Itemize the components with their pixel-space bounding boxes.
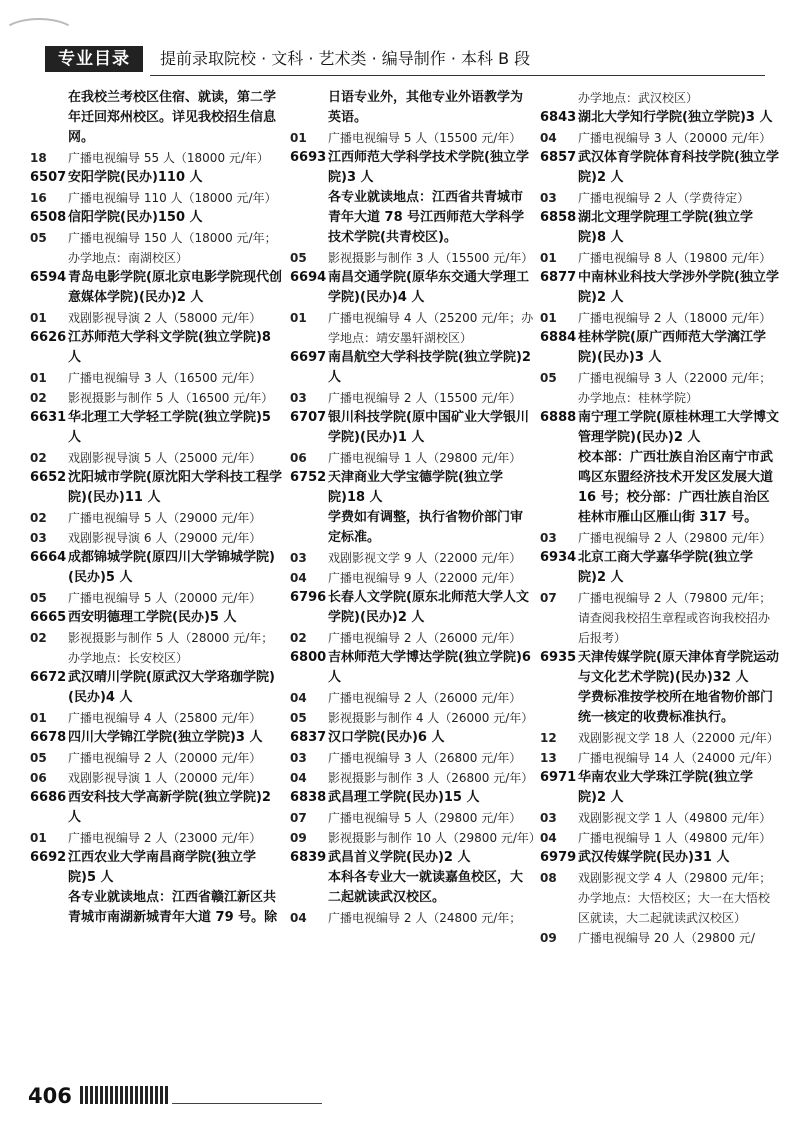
school-code: 6672 xyxy=(30,670,67,685)
school-name: 安阳学院(民办)110 人 xyxy=(68,170,203,185)
major-details: 广播电视编导 14 人（24000 元/年） xyxy=(578,751,779,765)
major-details: 戏剧影视文学 1 人（49800 元/年） xyxy=(578,811,772,825)
page-header xyxy=(0,40,800,80)
major-code: 08 xyxy=(540,871,557,885)
major-details: 广播电视编导 3 人（20000 元/年） xyxy=(578,131,772,145)
major-code: 03 xyxy=(30,531,47,545)
major-entry xyxy=(30,828,282,848)
school-name: 长春人文学院(原东北师范大学人文学院)(民办)2 人 xyxy=(328,590,529,625)
school-entry xyxy=(540,848,780,868)
school-name: 沈阳城市学院(原沈阳大学科技工程学院)(民办)11 人 xyxy=(68,470,282,505)
column-3 xyxy=(540,88,780,1048)
school-code: 6507 xyxy=(30,170,67,185)
major-details: 广播电视编导 8 人（19800 元/年） xyxy=(578,251,772,265)
school-note: 校本部：广西壮族自治区南宁市武鸣区东盟经济技术开发区发展大道 16 号；校分部：广西壮族自治区桂林市雁山区雁山街 317 号。 xyxy=(578,450,774,525)
school-note: 在我校兰考校区住宿、就读，第二学年迁回郑州校区。详见我校招生信息网。 xyxy=(68,90,277,145)
school-entry xyxy=(540,148,780,188)
school-entry xyxy=(290,648,535,688)
major-entry xyxy=(540,588,780,648)
school-name: 武汉晴川学院(原武汉大学珞珈学院)(民办)4 人 xyxy=(68,670,275,705)
major-details: 广播电视编导 5 人（29000 元/年） xyxy=(68,511,262,525)
major-code: 05 xyxy=(30,591,47,605)
school-code: 6935 xyxy=(540,650,577,665)
major-details: 广播电视编导 55 人（18000 元/年） xyxy=(68,151,269,165)
major-entry xyxy=(290,748,535,768)
school-code: 6838 xyxy=(290,790,327,805)
major-entry xyxy=(30,628,282,668)
major-details: 广播电视编导 2 人（79800 元/年；请查阅我校招生章程或咨询我校招办后报考） xyxy=(578,591,772,645)
major-details: 戏剧影视文学 18 人（22000 元/年） xyxy=(578,731,779,745)
major-entry xyxy=(290,768,535,788)
major-code: 12 xyxy=(540,731,557,745)
major-code xyxy=(540,88,578,108)
school-note: 学费标准按学校所在地省物价部门统一核定的收费标准执行。 xyxy=(578,690,774,725)
major-entry xyxy=(30,388,282,408)
major-code: 05 xyxy=(30,231,47,245)
major-code: 05 xyxy=(290,251,307,265)
school-name: 华北理工大学轻工学院(独立学院)5 人 xyxy=(68,410,271,445)
school-entry xyxy=(290,268,535,308)
school-name: 成都锦城学院(原四川大学锦城学院)(民办)5 人 xyxy=(68,550,275,585)
major-details: 影视摄影与制作 10 人（29800 元/年） xyxy=(328,831,541,845)
school-code: 6686 xyxy=(30,790,67,805)
major-entry xyxy=(30,748,282,768)
major-details: 影视摄影与制作 3 人（26800 元/年） xyxy=(328,771,534,785)
school-name: 江西农业大学南昌商学院(独立学院)5 人 xyxy=(68,850,256,885)
major-details: 广播电视编导 3 人（16500 元/年） xyxy=(68,371,262,385)
major-code: 13 xyxy=(540,751,557,765)
major-code: 01 xyxy=(290,311,307,325)
major-details: 戏剧影视文学 9 人（22000 元/年） xyxy=(328,551,522,565)
major-details: 广播电视编导 1 人（49800 元/年） xyxy=(578,831,772,845)
major-entry xyxy=(290,448,535,468)
major-code: 07 xyxy=(290,811,307,825)
school-entry xyxy=(30,268,282,308)
school-code: 6888 xyxy=(540,410,577,425)
page-number: 406 xyxy=(28,1084,72,1108)
major-entry xyxy=(290,908,535,928)
major-entry xyxy=(30,588,282,608)
major-entry xyxy=(290,808,535,828)
major-entry xyxy=(30,148,282,168)
school-name: 南昌交通学院(原华东交通大学理工学院)(民办)4 人 xyxy=(328,270,529,305)
running-title: 提前录取院校 · 文科 · 艺术类 · 编导制作 · 本科 B 段 xyxy=(160,49,531,68)
major-details: 广播电视编导 150 人（18000 元/年；办学地点：南湖校区） xyxy=(68,231,277,265)
major-code: 01 xyxy=(30,311,47,325)
major-code: 05 xyxy=(30,751,47,765)
school-code: 6678 xyxy=(30,730,67,745)
major-code: 03 xyxy=(540,531,557,545)
major-code: 01 xyxy=(30,371,47,385)
school-entry xyxy=(540,768,780,808)
school-entry xyxy=(30,468,282,508)
major-code: 04 xyxy=(290,691,307,705)
school-entry xyxy=(540,268,780,308)
major-entry xyxy=(30,368,282,388)
major-entry xyxy=(30,448,282,468)
school-entry xyxy=(30,668,282,708)
major-details: 影视摄影与制作 4 人（26000 元/年） xyxy=(328,711,534,725)
school-code: 6707 xyxy=(290,410,327,425)
school-entry xyxy=(30,608,282,628)
major-code: 05 xyxy=(290,711,307,725)
major-entry xyxy=(540,368,780,408)
school-entry xyxy=(540,648,780,688)
major-code: 09 xyxy=(540,931,557,945)
school-name: 四川大学锦江学院(独立学院)3 人 xyxy=(68,730,263,745)
major-code: 04 xyxy=(290,911,307,925)
major-entry xyxy=(30,708,282,728)
major-code: 01 xyxy=(290,131,307,145)
school-code: 6839 xyxy=(290,850,327,865)
major-code: 01 xyxy=(540,311,557,325)
school-entry xyxy=(290,148,535,188)
major-details: 广播电视编导 5 人（29800 元/年） xyxy=(328,811,522,825)
major-details: 影视摄影与制作 5 人（28000 元/年；办学地点：长安校区） xyxy=(68,631,274,665)
major-entry xyxy=(290,568,535,588)
school-entry xyxy=(30,788,282,828)
school-code: 6979 xyxy=(540,850,577,865)
school-name: 华南农业大学珠江学院(独立学院)2 人 xyxy=(578,770,753,805)
major-code: 03 xyxy=(290,751,307,765)
school-name: 桂林学院(原广西师范大学漓江学院)(民办)3 人 xyxy=(578,330,766,365)
major-entry xyxy=(290,828,541,848)
major-code: 04 xyxy=(540,831,557,845)
school-code: 6693 xyxy=(290,150,327,165)
major-entry xyxy=(290,688,535,708)
major-code: 01 xyxy=(30,711,47,725)
school-name: 南宁理工学院(原桂林理工大学博文管理学院)(民办)2 人 xyxy=(578,410,779,445)
major-entry xyxy=(540,828,780,848)
major-code: 02 xyxy=(30,511,47,525)
major-entry xyxy=(290,388,535,408)
major-entry xyxy=(30,508,282,528)
school-entry xyxy=(290,728,535,748)
major-details: 广播电视编导 110 人（18000 元/年） xyxy=(68,191,277,205)
school-code: 6508 xyxy=(30,210,67,225)
major-details: 戏剧影视导演 1 人（20000 元/年） xyxy=(68,771,262,785)
major-details: 影视摄影与制作 5 人（16500 元/年） xyxy=(68,391,274,405)
school-name: 湖北文理学院理工学院(独立学院)8 人 xyxy=(578,210,753,245)
major-entry xyxy=(30,308,282,328)
major-details: 广播电视编导 3 人（22000 元/年；办学地点：桂林学院） xyxy=(578,371,772,405)
school-code: 6626 xyxy=(30,330,67,345)
major-code: 01 xyxy=(540,251,557,265)
major-entry xyxy=(540,308,780,328)
major-code: 01 xyxy=(30,831,47,845)
school-name: 武汉体育学院体育科技学院(独立学院)2 人 xyxy=(578,150,779,185)
school-name: 西安明德理工学院(民办)5 人 xyxy=(68,610,237,625)
school-code: 6800 xyxy=(290,650,327,665)
major-entry xyxy=(540,748,780,768)
school-code: 6692 xyxy=(30,850,67,865)
school-entry xyxy=(30,328,282,368)
major-details: 办学地点：武汉校区） xyxy=(578,91,699,105)
major-details: 广播电视编导 5 人（20000 元/年） xyxy=(68,591,262,605)
school-note: 本科各专业大一就读嘉鱼校区，大二起就读武汉校区。 xyxy=(328,870,524,905)
major-details: 广播电视编导 4 人（25200 元/年；办学地点：靖安墨轩湖校区） xyxy=(328,311,534,345)
major-entry xyxy=(290,128,535,148)
school-code: 6665 xyxy=(30,610,67,625)
school-note: 各专业就读地点：江西省赣江新区共青城市南湖新城青年大道 79 号。除 xyxy=(68,890,278,925)
school-name: 中南林业科技大学涉外学院(独立学院)2 人 xyxy=(578,270,779,305)
major-code: 02 xyxy=(290,631,307,645)
school-entry xyxy=(290,468,535,508)
major-code: 05 xyxy=(540,371,557,385)
major-code: 18 xyxy=(30,151,47,165)
school-note: 各专业就读地点：江西省共青城市青年大道 78 号江西师范大学科学技术学院(共青校区)。 xyxy=(328,190,525,245)
major-details: 广播电视编导 3 人（26800 元/年） xyxy=(328,751,522,765)
major-code: 16 xyxy=(30,191,47,205)
major-details: 广播电视编导 20 人（29800 元/ xyxy=(578,931,755,945)
school-entry xyxy=(30,168,282,188)
major-details: 广播电视编导 2 人（24800 元/年； xyxy=(328,911,522,925)
major-details: 广播电视编导 2 人（26000 元/年） xyxy=(328,691,522,705)
major-entry xyxy=(30,528,282,548)
school-code: 6664 xyxy=(30,550,67,565)
major-entry xyxy=(290,628,535,648)
school-code: 6594 xyxy=(30,270,67,285)
section-tag: 专业目录 xyxy=(45,46,143,72)
school-name: 天津传媒学院(原天津体育学院运动与文化艺术学院)(民办)32 人 xyxy=(578,650,779,685)
school-name: 天津商业大学宝德学院(独立学院)18 人 xyxy=(328,470,503,505)
major-details: 广播电视编导 2 人（学费待定） xyxy=(578,191,750,205)
major-details: 广播电视编导 5 人（15500 元/年） xyxy=(328,131,522,145)
school-code: 6877 xyxy=(540,270,577,285)
footer-rule xyxy=(172,1103,322,1104)
school-entry xyxy=(290,788,535,808)
major-code: 06 xyxy=(290,451,307,465)
school-entry xyxy=(540,208,780,248)
school-name: 武汉传媒学院(民办)31 人 xyxy=(578,850,730,865)
major-details: 广播电视编导 4 人（25800 元/年） xyxy=(68,711,262,725)
school-entry xyxy=(290,408,535,448)
school-name: 湖北大学知行学院(独立学院)3 人 xyxy=(578,110,773,125)
major-entry xyxy=(290,548,535,568)
school-code: 6857 xyxy=(540,150,577,165)
school-code: 6971 xyxy=(540,770,577,785)
school-entry xyxy=(290,588,535,628)
major-entry xyxy=(540,188,780,208)
school-entry xyxy=(290,848,535,868)
school-code: 6752 xyxy=(290,470,327,485)
header-rule xyxy=(150,75,765,76)
major-code: 04 xyxy=(540,131,557,145)
school-code: 6697 xyxy=(290,350,327,365)
column-2 xyxy=(290,88,541,1048)
major-details: 广播电视编导 2 人（20000 元/年） xyxy=(68,751,262,765)
major-entry xyxy=(540,88,780,108)
school-name: 江苏师范大学科文学院(独立学院)8 人 xyxy=(68,330,271,365)
school-code: 6796 xyxy=(290,590,327,605)
major-entry xyxy=(30,768,282,788)
school-entry xyxy=(540,328,780,368)
major-details: 广播电视编导 2 人（18000 元/年） xyxy=(578,311,772,325)
school-name: 北京工商大学嘉华学院(独立学院)2 人 xyxy=(578,550,753,585)
major-details: 广播电视编导 2 人（29800 元/年） xyxy=(578,531,772,545)
school-note: 日语专业外，其他专业外语教学为英语。 xyxy=(328,90,524,125)
school-note: 学费如有调整，执行省物价部门审定标准。 xyxy=(328,510,524,545)
school-code: 6884 xyxy=(540,330,577,345)
school-entry xyxy=(30,408,282,448)
major-details: 广播电视编导 2 人（26000 元/年） xyxy=(328,631,522,645)
major-code: 03 xyxy=(540,811,557,825)
major-code: 04 xyxy=(290,771,307,785)
school-entry xyxy=(540,108,780,128)
major-code: 06 xyxy=(30,771,47,785)
school-code: 6843 xyxy=(540,110,577,125)
school-code: 6934 xyxy=(540,550,577,565)
major-details: 戏剧影视导演 2 人（58000 元/年） xyxy=(68,311,262,325)
major-details: 广播电视编导 2 人（23000 元/年） xyxy=(68,831,262,845)
column-1 xyxy=(30,88,282,1048)
school-code: 6837 xyxy=(290,730,327,745)
major-entry xyxy=(290,248,535,268)
major-entry xyxy=(540,868,780,928)
school-name: 南昌航空大学科技学院(独立学院)2 人 xyxy=(328,350,531,385)
school-code: 6694 xyxy=(290,270,327,285)
major-entry xyxy=(30,228,282,268)
school-name: 武昌首义学院(民办)2 人 xyxy=(328,850,471,865)
major-entry xyxy=(540,928,780,948)
major-entry xyxy=(30,188,282,208)
major-details: 戏剧影视文学 4 人（29800 元/年；办学地点：大悟校区；大一在大悟校区就读，大二起就读武汉校区） xyxy=(578,871,772,925)
major-entry xyxy=(540,728,780,748)
major-entry xyxy=(540,248,780,268)
school-name: 吉林师范大学博达学院(独立学院)6 人 xyxy=(328,650,531,685)
school-entry xyxy=(540,408,780,448)
major-details: 广播电视编导 1 人（29800 元/年） xyxy=(328,451,522,465)
school-entry xyxy=(30,208,282,228)
school-name: 青岛电影学院(原北京电影学院现代创意媒体学院)(民办)2 人 xyxy=(68,270,282,305)
major-details: 广播电视编导 9 人（22000 元/年） xyxy=(328,571,522,585)
major-details: 戏剧影视导演 6 人（29000 元/年） xyxy=(68,531,262,545)
major-code: 03 xyxy=(540,191,557,205)
major-entry xyxy=(540,808,780,828)
school-entry xyxy=(290,348,535,388)
major-code: 02 xyxy=(30,391,47,405)
major-code: 03 xyxy=(290,391,307,405)
school-code: 6858 xyxy=(540,210,577,225)
page-number-bar xyxy=(80,1086,170,1104)
school-entry xyxy=(30,728,282,748)
school-name: 信阳学院(民办)150 人 xyxy=(68,210,203,225)
major-entry xyxy=(540,528,780,548)
school-name: 江西师范大学科学技术学院(独立学院)3 人 xyxy=(328,150,529,185)
major-entry xyxy=(290,308,535,348)
major-code: 03 xyxy=(290,551,307,565)
major-entry xyxy=(290,708,535,728)
school-entry xyxy=(30,548,282,588)
major-code: 02 xyxy=(30,451,47,465)
school-name: 银川科技学院(原中国矿业大学银川学院)(民办)1 人 xyxy=(328,410,529,445)
school-code: 6631 xyxy=(30,410,67,425)
school-entry xyxy=(540,548,780,588)
school-name: 武昌理工学院(民办)15 人 xyxy=(328,790,480,805)
major-code: 02 xyxy=(30,631,47,645)
school-name: 西安科技大学高新学院(独立学院)2 人 xyxy=(68,790,271,825)
school-code: 6652 xyxy=(30,470,67,485)
major-entry xyxy=(540,128,780,148)
major-details: 广播电视编导 2 人（15500 元/年） xyxy=(328,391,522,405)
major-code: 04 xyxy=(290,571,307,585)
school-name: 汉口学院(民办)6 人 xyxy=(328,730,445,745)
school-entry xyxy=(30,848,282,888)
major-code: 09 xyxy=(290,831,307,845)
major-details: 影视摄影与制作 3 人（15500 元/年） xyxy=(328,251,534,265)
major-code: 07 xyxy=(540,591,557,605)
major-details: 戏剧影视导演 5 人（25000 元/年） xyxy=(68,451,262,465)
